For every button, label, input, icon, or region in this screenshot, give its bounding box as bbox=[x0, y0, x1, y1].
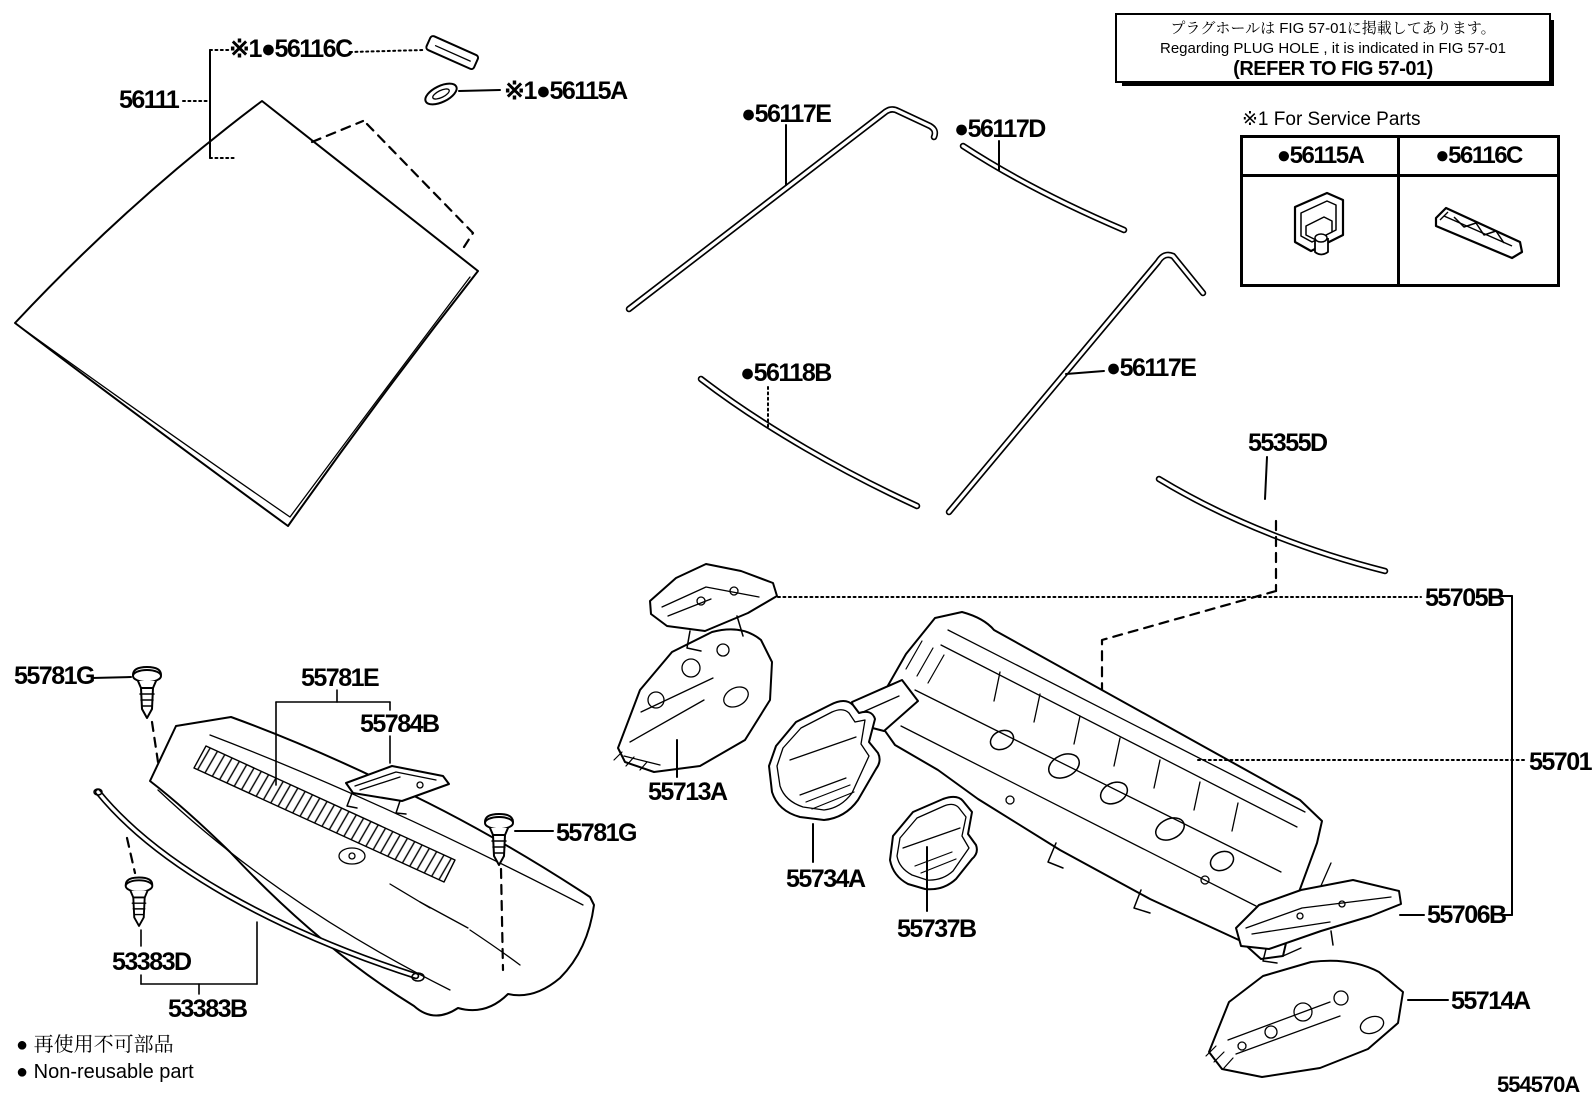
legend bbox=[16, 1032, 194, 1086]
windshield-glass-drawing bbox=[15, 101, 478, 526]
seal-55734a-drawing bbox=[769, 701, 880, 862]
label-56118b: ●56118B bbox=[740, 359, 831, 387]
label-56117d: ●56117D bbox=[954, 115, 1045, 143]
label-55713a: 55713A bbox=[648, 778, 727, 806]
label-53383d: 53383D bbox=[112, 948, 191, 976]
label-55701: 55701 bbox=[1529, 748, 1592, 776]
cowl-top-louver-drawing bbox=[150, 717, 594, 1016]
figure-code: 554570A bbox=[1497, 1072, 1580, 1097]
label-55781g-mid: 55781G bbox=[556, 819, 636, 847]
service-part-number-56116c: ●56116C bbox=[1400, 138, 1557, 177]
molding-56117e-top bbox=[629, 109, 935, 309]
service-parts-title: ※1 For Service Parts bbox=[1242, 109, 1421, 130]
plug-hole-note-box bbox=[1115, 13, 1551, 83]
note-line-refer: (REFER TO FIG 57-01) bbox=[1233, 58, 1433, 80]
molding-56117d bbox=[963, 141, 1124, 230]
service-part-56116c-drawing bbox=[1400, 177, 1557, 284]
label-56117e-right: ●56117E bbox=[1106, 354, 1196, 382]
service-parts-cell-56115a bbox=[1243, 138, 1400, 284]
seal-55737b-drawing bbox=[890, 797, 977, 911]
label-55737b: 55737B bbox=[897, 915, 976, 943]
molding-56118b bbox=[701, 379, 917, 506]
label-55784b: 55784B bbox=[360, 710, 439, 738]
service-parts-panel bbox=[1240, 108, 1560, 287]
label-56116c: ※1●56116C bbox=[229, 35, 352, 63]
clip-56115a-drawing bbox=[422, 79, 500, 108]
label-53383b: 53383B bbox=[168, 995, 247, 1023]
label-55781e: 55781E bbox=[301, 664, 379, 692]
label-55706b: 55706B bbox=[1427, 901, 1506, 929]
legend-line-japanese: ● 再使用不可部品 bbox=[16, 1034, 174, 1056]
note-line-english: Regarding PLUG HOLE , it is indicated in FIG 57-01 bbox=[1160, 40, 1506, 57]
strip-55355d bbox=[1102, 457, 1385, 722]
label-55734a: 55734A bbox=[786, 865, 865, 893]
service-parts-table bbox=[1240, 135, 1560, 287]
molding-56117e-right bbox=[949, 255, 1203, 512]
note-line-japanese: プラグホールは FIG 57-01に掲載してあります。 bbox=[1170, 20, 1496, 37]
label-55714a: 55714A bbox=[1451, 987, 1530, 1015]
label-56117e-top: ●56117E bbox=[741, 100, 831, 128]
label-55781g-left: 55781G bbox=[14, 662, 94, 690]
part-55714a-drawing bbox=[1206, 961, 1448, 1077]
clip-55781g-left-drawing bbox=[92, 667, 161, 762]
label-55705b: 55705B bbox=[1425, 584, 1504, 612]
service-part-56115a-drawing bbox=[1243, 177, 1397, 284]
label-56111: 56111 bbox=[119, 86, 179, 114]
leader-56111 bbox=[183, 50, 235, 158]
part-55713a-drawing bbox=[614, 629, 772, 777]
label-55355d: 55355D bbox=[1248, 429, 1327, 457]
service-parts-cell-56116c bbox=[1400, 138, 1557, 284]
clip-56116c-drawing bbox=[350, 35, 479, 70]
label-56115a: ※1●56115A bbox=[504, 77, 627, 105]
service-part-number-56115a: ●56115A bbox=[1243, 138, 1397, 177]
legend-line-english: ● Non-reusable part bbox=[16, 1061, 194, 1083]
